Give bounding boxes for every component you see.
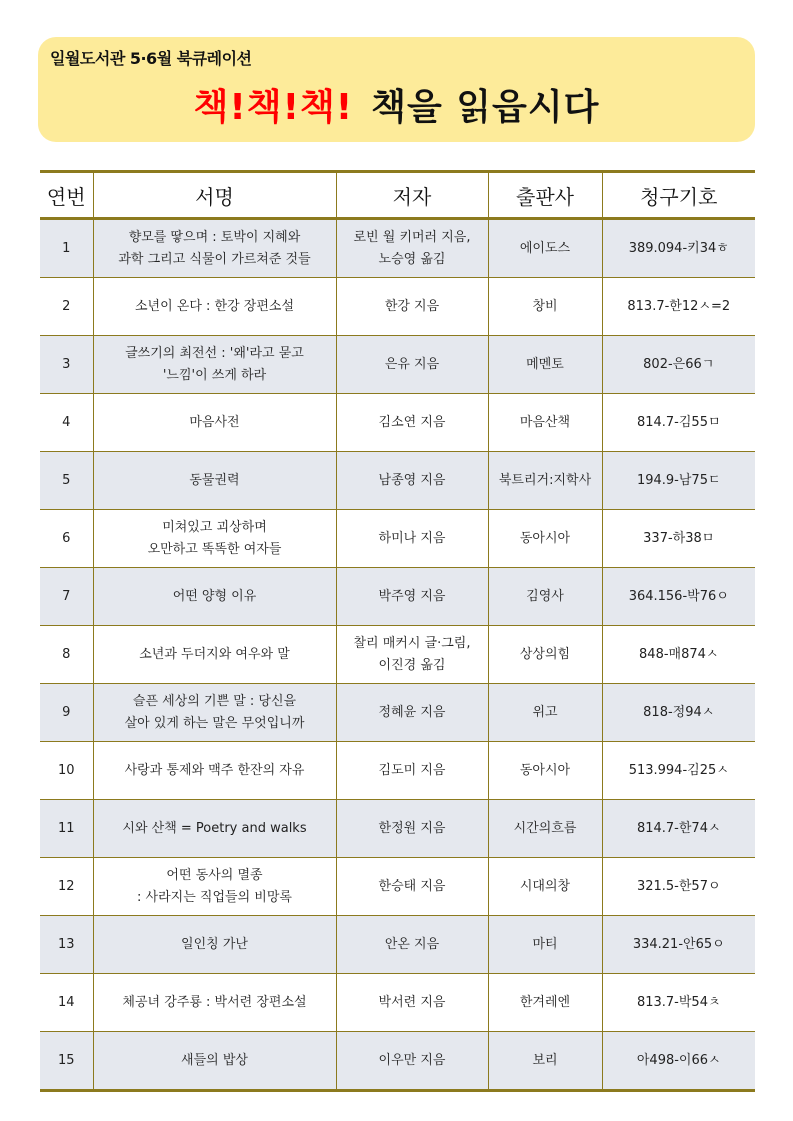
book-table xyxy=(40,170,755,1092)
book-publisher: 위고 xyxy=(488,684,602,742)
book-title: 미쳐있고 괴상하며 오만하고 똑똑한 여자들 xyxy=(93,510,336,568)
row-number: 13 xyxy=(40,916,93,974)
row-number: 1 xyxy=(40,219,93,278)
book-publisher: 시간의흐름 xyxy=(488,800,602,858)
row-number: 12 xyxy=(40,858,93,916)
row-number: 2 xyxy=(40,278,93,336)
row-number: 9 xyxy=(40,684,93,742)
table-row xyxy=(40,858,755,916)
call-number: 814.7-한74ㅅ xyxy=(602,800,755,858)
table-row xyxy=(40,278,755,336)
call-number: 813.7-박54ㅊ xyxy=(602,974,755,1032)
book-title: 슬픈 세상의 기쁜 말 : 당신을 살아 있게 하는 말은 무엇입니까 xyxy=(93,684,336,742)
book-author: 김소연 지음 xyxy=(336,394,488,452)
book-title: 시와 산책 = Poetry and walks xyxy=(93,800,336,858)
table-row xyxy=(40,916,755,974)
call-number: 818-정94ㅅ xyxy=(602,684,755,742)
book-author: 김도미 지음 xyxy=(336,742,488,800)
table-row xyxy=(40,800,755,858)
book-publisher: 북트리거:지학사 xyxy=(488,452,602,510)
book-title: 어떤 동사의 멸종 : 사라지는 직업들의 비망록 xyxy=(93,858,336,916)
book-author: 박서련 지음 xyxy=(336,974,488,1032)
book-author: 남종영 지음 xyxy=(336,452,488,510)
book-author: 안온 지음 xyxy=(336,916,488,974)
table-row xyxy=(40,626,755,684)
call-number: 513.994-김25ㅅ xyxy=(602,742,755,800)
book-publisher: 보리 xyxy=(488,1032,602,1091)
row-number: 3 xyxy=(40,336,93,394)
col-author: 저자 xyxy=(336,172,488,219)
book-publisher: 마음산책 xyxy=(488,394,602,452)
subtitle: 일월도서관 5·6월 북큐레이션 xyxy=(50,49,252,68)
book-title: 소년과 두더지와 여우와 말 xyxy=(93,626,336,684)
col-no: 연번 xyxy=(40,172,93,219)
book-title: 체공녀 강주룡 : 박서련 장편소설 xyxy=(93,974,336,1032)
table-row xyxy=(40,742,755,800)
book-author: 한강 지음 xyxy=(336,278,488,336)
table-row xyxy=(40,452,755,510)
col-title: 서명 xyxy=(93,172,336,219)
call-number: 337-하38ㅁ xyxy=(602,510,755,568)
book-publisher: 시대의창 xyxy=(488,858,602,916)
table-row xyxy=(40,1032,755,1091)
book-author: 박주영 지음 xyxy=(336,568,488,626)
book-publisher: 동아시아 xyxy=(488,742,602,800)
row-number: 7 xyxy=(40,568,93,626)
call-number: 194.9-남75ㄷ xyxy=(602,452,755,510)
table-row xyxy=(40,974,755,1032)
row-number: 10 xyxy=(40,742,93,800)
book-title: 동물권력 xyxy=(93,452,336,510)
book-author: 이우만 지음 xyxy=(336,1032,488,1091)
row-number: 15 xyxy=(40,1032,93,1091)
call-number: 802-은66ㄱ xyxy=(602,336,755,394)
call-number: 848-매874ㅅ xyxy=(602,626,755,684)
book-publisher: 동아시아 xyxy=(488,510,602,568)
book-publisher: 에이도스 xyxy=(488,219,602,278)
book-publisher: 한겨레엔 xyxy=(488,974,602,1032)
call-number: 아498-이66ㅅ xyxy=(602,1032,755,1091)
book-publisher: 마티 xyxy=(488,916,602,974)
book-title: 새들의 밥상 xyxy=(93,1032,336,1091)
call-number: 321.5-한57ㅇ xyxy=(602,858,755,916)
row-number: 8 xyxy=(40,626,93,684)
table-row xyxy=(40,510,755,568)
book-author: 정혜윤 지음 xyxy=(336,684,488,742)
book-author: 하미나 지음 xyxy=(336,510,488,568)
table-row xyxy=(40,336,755,394)
book-author: 한승태 지음 xyxy=(336,858,488,916)
row-number: 4 xyxy=(40,394,93,452)
book-title: 일인칭 가난 xyxy=(93,916,336,974)
book-title: 향모를 땋으며 : 토박이 지혜와 과학 그리고 식물이 가르쳐준 것들 xyxy=(93,219,336,278)
header-banner xyxy=(38,37,755,142)
row-number: 5 xyxy=(40,452,93,510)
book-publisher: 메멘토 xyxy=(488,336,602,394)
table-header xyxy=(40,172,755,219)
book-title: 마음사전 xyxy=(93,394,336,452)
call-number: 364.156-박76ㅇ xyxy=(602,568,755,626)
book-title: 글쓰기의 최전선 : '왜'라고 묻고 '느낌'이 쓰게 하라 xyxy=(93,336,336,394)
title-red: 책!책!책! xyxy=(193,87,354,128)
col-publisher: 출판사 xyxy=(488,172,602,219)
row-number: 11 xyxy=(40,800,93,858)
table-row xyxy=(40,394,755,452)
book-publisher: 김영사 xyxy=(488,568,602,626)
title-black: 책을 읽읍시다 xyxy=(371,87,600,128)
call-number: 334.21-안65ㅇ xyxy=(602,916,755,974)
call-number: 389.094-키34ㅎ xyxy=(602,219,755,278)
row-number: 6 xyxy=(40,510,93,568)
book-author: 로빈 월 키머러 지음, 노승영 옮김 xyxy=(336,219,488,278)
book-title: 사랑과 통제와 맥주 한잔의 자유 xyxy=(93,742,336,800)
col-call-number: 청구기호 xyxy=(602,172,755,219)
book-author: 한정원 지음 xyxy=(336,800,488,858)
table-row xyxy=(40,219,755,278)
book-author: 은유 지음 xyxy=(336,336,488,394)
call-number: 814.7-김55ㅁ xyxy=(602,394,755,452)
book-publisher: 창비 xyxy=(488,278,602,336)
row-number: 14 xyxy=(40,974,93,1032)
book-title: 소년이 온다 : 한강 장편소설 xyxy=(93,278,336,336)
book-title: 어떤 양형 이유 xyxy=(93,568,336,626)
book-author: 찰리 매커시 글·그림, 이진경 옮김 xyxy=(336,626,488,684)
table-row xyxy=(40,568,755,626)
table-row xyxy=(40,684,755,742)
book-publisher: 상상의힘 xyxy=(488,626,602,684)
call-number: 813.7-한12ㅅ=2 xyxy=(602,278,755,336)
page-title xyxy=(38,79,755,130)
